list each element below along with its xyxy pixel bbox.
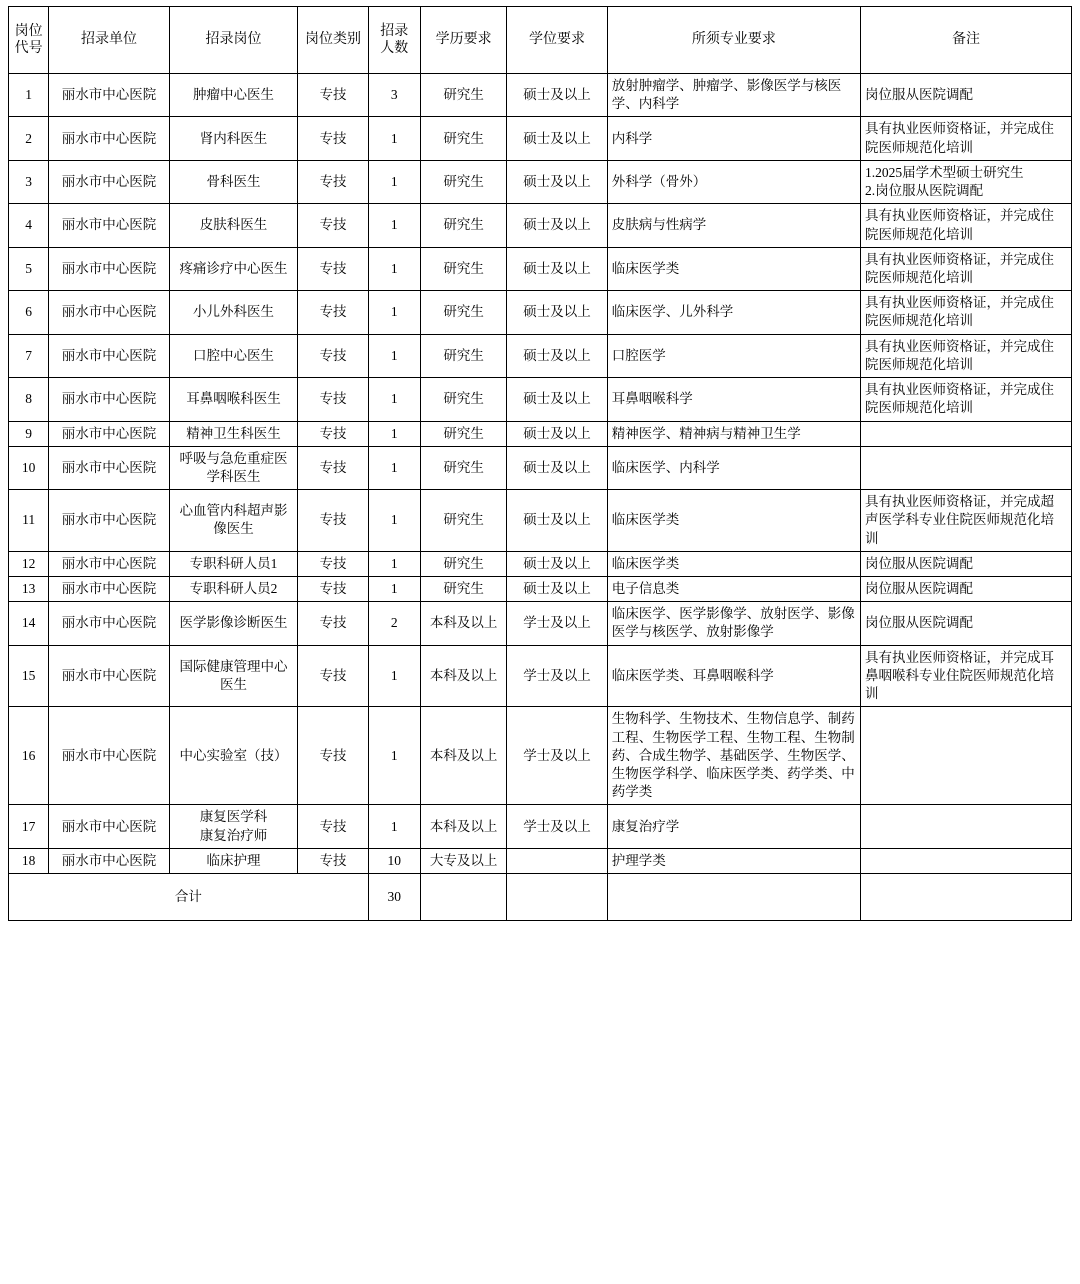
cell-major: 临床医学类: [607, 247, 860, 290]
cell-post-type: 专技: [298, 645, 368, 707]
cell-remark: [860, 421, 1071, 446]
cell-education: 研究生: [420, 204, 506, 247]
cell-education: 研究生: [420, 247, 506, 290]
table-row: [9, 645, 1072, 707]
header-headcount-line1: 招录: [380, 23, 409, 39]
cell-headcount: 1: [368, 160, 420, 203]
cell-major: 外科学（骨外）: [607, 160, 860, 203]
cell-education: 本科及以上: [420, 805, 506, 848]
cell-index: 14: [9, 602, 49, 645]
header-post: 招录岗位: [169, 7, 298, 74]
cell-unit: 丽水市中心医院: [49, 446, 170, 489]
cell-degree: 硕士及以上: [507, 577, 607, 602]
cell-post: 疼痛诊疗中心医生: [169, 247, 298, 290]
cell-unit: 丽水市中心医院: [49, 204, 170, 247]
table-row: [9, 334, 1072, 377]
header-unit: 招录单位: [49, 7, 170, 74]
cell-index: 13: [9, 577, 49, 602]
cell-major: 生物科学、生物技术、生物信息学、制药工程、生物医学工程、生物工程、生物制药、合成生物学、基础医学、生物医学、生物医学科学、临床医学类、药学类、中药学类: [607, 707, 860, 805]
cell-index: 18: [9, 848, 49, 873]
table-row: [9, 74, 1072, 117]
cell-remark: 岗位服从医院调配: [860, 551, 1071, 576]
header-headcount-line2: 人数: [380, 41, 409, 56]
cell-post-type: 专技: [298, 446, 368, 489]
table-row: [9, 848, 1072, 873]
cell-degree: 硕士及以上: [507, 334, 607, 377]
cell-major: 临床医学、医学影像学、放射医学、影像医学与核医学、放射影像学: [607, 602, 860, 645]
cell-unit: 丽水市中心医院: [49, 805, 170, 848]
cell-remark: 具有执业医师资格证，并完成住院医师规范化培训: [860, 378, 1071, 421]
cell-remark: 具有执业医师资格证，并完成超声医学科专业住院医师规范化培训: [860, 490, 1071, 552]
header-headcount: [368, 7, 420, 74]
cell-unit: 丽水市中心医院: [49, 707, 170, 805]
table-body: [9, 74, 1072, 921]
cell-degree: 硕士及以上: [507, 490, 607, 552]
cell-post: 呼吸与急危重症医学科医生: [169, 446, 298, 489]
table-row: [9, 577, 1072, 602]
cell-major: 口腔医学: [607, 334, 860, 377]
cell-degree: 硕士及以上: [507, 204, 607, 247]
cell-post: 专职科研人员2: [169, 577, 298, 602]
cell-major: 临床医学类、耳鼻咽喉科学: [607, 645, 860, 707]
cell-education: 研究生: [420, 577, 506, 602]
recruitment-table: [8, 6, 1072, 921]
cell-education: 本科及以上: [420, 602, 506, 645]
cell-index: 7: [9, 334, 49, 377]
cell-education: 研究生: [420, 334, 506, 377]
cell-headcount: 1: [368, 421, 420, 446]
cell-post-type: 专技: [298, 74, 368, 117]
cell-remark: [860, 805, 1071, 848]
cell-post-type: 专技: [298, 490, 368, 552]
cell-post: 小儿外科医生: [169, 291, 298, 334]
cell-education: 研究生: [420, 74, 506, 117]
cell-post: 国际健康管理中心医生: [169, 645, 298, 707]
total-major: [607, 874, 860, 921]
cell-post: 口腔中心医生: [169, 334, 298, 377]
cell-post-type: 专技: [298, 160, 368, 203]
cell-education: 研究生: [420, 421, 506, 446]
cell-index: 3: [9, 160, 49, 203]
cell-degree: 硕士及以上: [507, 421, 607, 446]
cell-headcount: 10: [368, 848, 420, 873]
table-row: [9, 117, 1072, 160]
header-major: 所须专业要求: [607, 7, 860, 74]
cell-degree: 硕士及以上: [507, 291, 607, 334]
cell-remark: 岗位服从医院调配: [860, 602, 1071, 645]
cell-post-type: 专技: [298, 805, 368, 848]
cell-major: 内科学: [607, 117, 860, 160]
cell-unit: 丽水市中心医院: [49, 378, 170, 421]
table-row: [9, 378, 1072, 421]
cell-headcount: 1: [368, 805, 420, 848]
cell-headcount: 1: [368, 204, 420, 247]
total-label: 合计: [9, 874, 369, 921]
cell-degree: 硕士及以上: [507, 74, 607, 117]
cell-unit: 丽水市中心医院: [49, 117, 170, 160]
cell-headcount: 3: [368, 74, 420, 117]
table-row: [9, 247, 1072, 290]
cell-index: 17: [9, 805, 49, 848]
table-row: [9, 446, 1072, 489]
cell-education: 本科及以上: [420, 645, 506, 707]
header-index-line2: 代号: [14, 41, 43, 56]
cell-major: 耳鼻咽喉科学: [607, 378, 860, 421]
cell-remark: 具有执业医师资格证，并完成耳鼻咽喉科专业住院医师规范化培训: [860, 645, 1071, 707]
table-row: [9, 707, 1072, 805]
cell-post-type: 专技: [298, 204, 368, 247]
cell-post-type: 专技: [298, 421, 368, 446]
cell-remark: 具有执业医师资格证，并完成住院医师规范化培训: [860, 204, 1071, 247]
header-degree: 学位要求: [507, 7, 607, 74]
cell-post: 皮肤科医生: [169, 204, 298, 247]
cell-index: 5: [9, 247, 49, 290]
cell-degree: 硕士及以上: [507, 160, 607, 203]
cell-headcount: 1: [368, 247, 420, 290]
cell-index: 4: [9, 204, 49, 247]
cell-post-type: 专技: [298, 247, 368, 290]
cell-remark: 岗位服从医院调配: [860, 577, 1071, 602]
total-remark: [860, 874, 1071, 921]
cell-post: 临床护理: [169, 848, 298, 873]
cell-index: 2: [9, 117, 49, 160]
total-education: [420, 874, 506, 921]
cell-headcount: 1: [368, 645, 420, 707]
cell-unit: 丽水市中心医院: [49, 291, 170, 334]
cell-post-type: 专技: [298, 577, 368, 602]
cell-post-type: 专技: [298, 291, 368, 334]
cell-major: 电子信息类: [607, 577, 860, 602]
cell-major: 临床医学、内科学: [607, 446, 860, 489]
cell-headcount: 1: [368, 577, 420, 602]
cell-degree: 学士及以上: [507, 602, 607, 645]
cell-remark: 具有执业医师资格证，并完成住院医师规范化培训: [860, 117, 1071, 160]
cell-post-type: 专技: [298, 848, 368, 873]
cell-index: 11: [9, 490, 49, 552]
table-total-row: [9, 874, 1072, 921]
cell-index: 12: [9, 551, 49, 576]
cell-education: 本科及以上: [420, 707, 506, 805]
cell-unit: 丽水市中心医院: [49, 602, 170, 645]
cell-education: 研究生: [420, 291, 506, 334]
cell-post: 专职科研人员1: [169, 551, 298, 576]
cell-major: 放射肿瘤学、肿瘤学、影像医学与核医学、内科学: [607, 74, 860, 117]
cell-post: 骨科医生: [169, 160, 298, 203]
cell-post-type: 专技: [298, 602, 368, 645]
cell-major: 康复治疗学: [607, 805, 860, 848]
cell-remark: 具有执业医师资格证，并完成住院医师规范化培训: [860, 247, 1071, 290]
cell-index: 6: [9, 291, 49, 334]
table-row: [9, 160, 1072, 203]
table-row: [9, 805, 1072, 848]
cell-post-type: 专技: [298, 551, 368, 576]
cell-remark: 1.2025届学术型硕士研究生 2.岗位服从医院调配: [860, 160, 1071, 203]
cell-degree: 硕士及以上: [507, 551, 607, 576]
cell-degree: 硕士及以上: [507, 378, 607, 421]
cell-post-type: 专技: [298, 707, 368, 805]
cell-remark: 岗位服从医院调配: [860, 74, 1071, 117]
cell-headcount: 1: [368, 117, 420, 160]
cell-education: 研究生: [420, 378, 506, 421]
cell-post: 肿瘤中心医生: [169, 74, 298, 117]
cell-unit: 丽水市中心医院: [49, 74, 170, 117]
cell-education: 大专及以上: [420, 848, 506, 873]
table-row: [9, 291, 1072, 334]
cell-index: 9: [9, 421, 49, 446]
cell-major: 皮肤病与性病学: [607, 204, 860, 247]
cell-post: 肾内科医生: [169, 117, 298, 160]
cell-index: 10: [9, 446, 49, 489]
total-headcount: 30: [368, 874, 420, 921]
table-row: [9, 204, 1072, 247]
cell-unit: 丽水市中心医院: [49, 577, 170, 602]
header-index-line1: 岗位: [14, 23, 43, 39]
cell-headcount: 1: [368, 446, 420, 489]
cell-unit: 丽水市中心医院: [49, 490, 170, 552]
cell-unit: 丽水市中心医院: [49, 421, 170, 446]
cell-post: 康复医学科 康复治疗师: [169, 805, 298, 848]
header-row: [9, 7, 1072, 74]
cell-post: 精神卫生科医生: [169, 421, 298, 446]
cell-post: 心血管内科超声影像医生: [169, 490, 298, 552]
cell-unit: 丽水市中心医院: [49, 848, 170, 873]
header-index: [9, 7, 49, 74]
cell-education: 研究生: [420, 490, 506, 552]
cell-post-type: 专技: [298, 117, 368, 160]
cell-degree: 硕士及以上: [507, 446, 607, 489]
table-row: [9, 551, 1072, 576]
total-degree: [507, 874, 607, 921]
header-education: 学历要求: [420, 7, 506, 74]
cell-unit: 丽水市中心医院: [49, 247, 170, 290]
header-post-type: 岗位类别: [298, 7, 368, 74]
cell-degree: 学士及以上: [507, 645, 607, 707]
cell-post: 耳鼻咽喉科医生: [169, 378, 298, 421]
cell-major: 临床医学类: [607, 490, 860, 552]
cell-unit: 丽水市中心医院: [49, 334, 170, 377]
cell-headcount: 1: [368, 490, 420, 552]
cell-remark: [860, 446, 1071, 489]
table-row: [9, 602, 1072, 645]
cell-major: 临床医学类: [607, 551, 860, 576]
cell-index: 8: [9, 378, 49, 421]
cell-remark: 具有执业医师资格证，并完成住院医师规范化培训: [860, 334, 1071, 377]
cell-education: 研究生: [420, 117, 506, 160]
cell-headcount: 2: [368, 602, 420, 645]
cell-remark: [860, 848, 1071, 873]
cell-headcount: 1: [368, 707, 420, 805]
cell-index: 1: [9, 74, 49, 117]
cell-degree: 学士及以上: [507, 805, 607, 848]
cell-index: 16: [9, 707, 49, 805]
cell-post-type: 专技: [298, 378, 368, 421]
cell-index: 15: [9, 645, 49, 707]
cell-degree: 学士及以上: [507, 707, 607, 805]
cell-headcount: 1: [368, 334, 420, 377]
cell-major: 精神医学、精神病与精神卫生学: [607, 421, 860, 446]
cell-education: 研究生: [420, 446, 506, 489]
cell-major: 护理学类: [607, 848, 860, 873]
cell-post: 中心实验室（技）: [169, 707, 298, 805]
cell-degree: 硕士及以上: [507, 117, 607, 160]
cell-education: 研究生: [420, 551, 506, 576]
table-header: [9, 7, 1072, 74]
table-row: [9, 421, 1072, 446]
cell-unit: 丽水市中心医院: [49, 645, 170, 707]
cell-unit: 丽水市中心医院: [49, 551, 170, 576]
header-remark: 备注: [860, 7, 1071, 74]
table-row: [9, 490, 1072, 552]
cell-remark: 具有执业医师资格证，并完成住院医师规范化培训: [860, 291, 1071, 334]
cell-degree: 硕士及以上: [507, 247, 607, 290]
cell-degree: [507, 848, 607, 873]
cell-headcount: 1: [368, 291, 420, 334]
cell-post: 医学影像诊断医生: [169, 602, 298, 645]
cell-post-type: 专技: [298, 334, 368, 377]
cell-headcount: 1: [368, 551, 420, 576]
cell-education: 研究生: [420, 160, 506, 203]
cell-headcount: 1: [368, 378, 420, 421]
cell-unit: 丽水市中心医院: [49, 160, 170, 203]
cell-remark: [860, 707, 1071, 805]
cell-major: 临床医学、儿外科学: [607, 291, 860, 334]
